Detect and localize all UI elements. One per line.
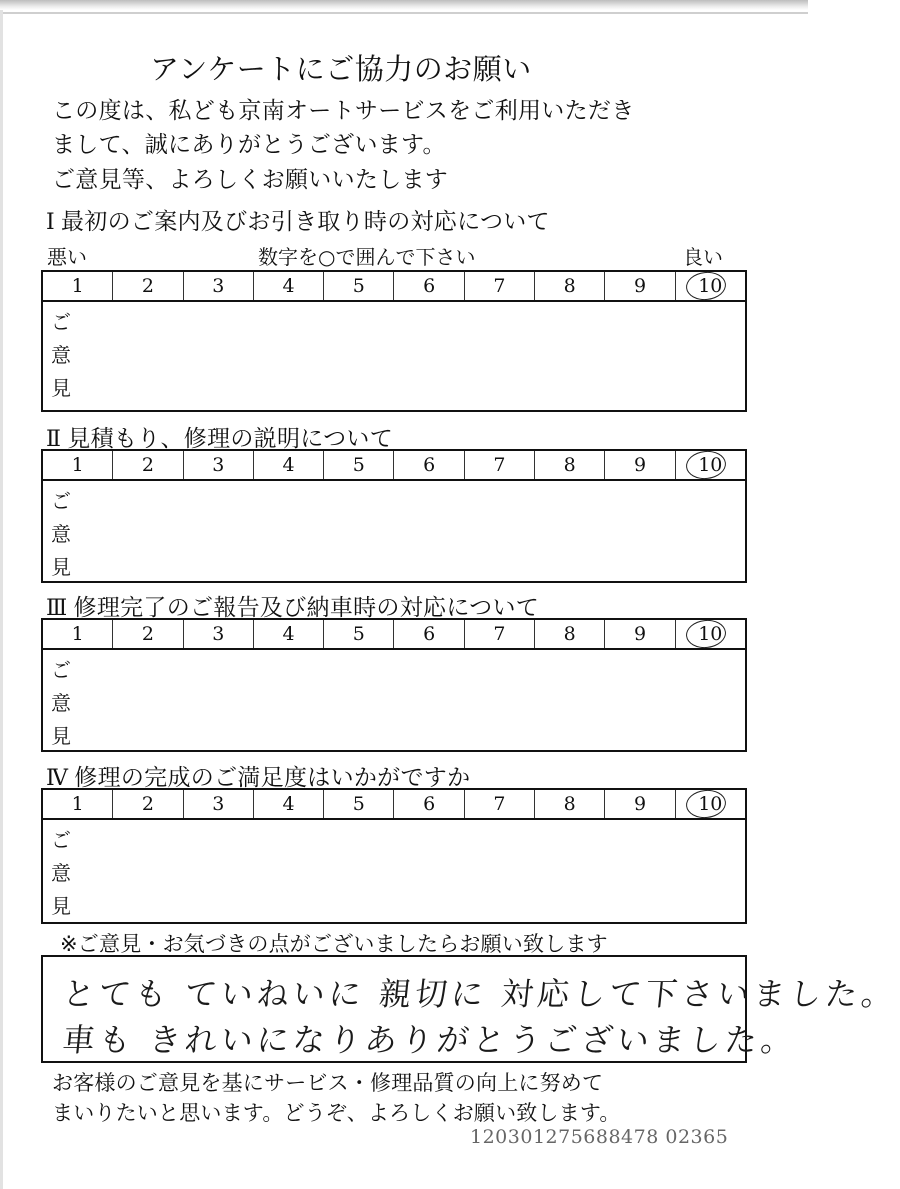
question-1-heading: [46, 203, 550, 236]
question-1-box: [41, 270, 747, 412]
closing-line-1: お客様のご意見を基にサービス・修理品質の向上に努めて: [52, 1071, 604, 1095]
rating-9[interactable]: 9: [604, 620, 674, 648]
rating-10-circled[interactable]: 10: [675, 620, 745, 648]
scale-bad-label: 悪い: [47, 245, 87, 269]
rating-10-circled[interactable]: 10: [675, 790, 745, 818]
question-4-text: 修理の完成のご満足度はいかがですか: [74, 765, 471, 791]
scale-good-label: 良い: [683, 245, 723, 269]
rating-3[interactable]: 3: [183, 451, 253, 479]
handwritten-line-2: 車も きれいになりありがとうございました。: [60, 1021, 799, 1059]
rating-10-circled[interactable]: 10: [675, 451, 745, 479]
opinion-label: ご 意 見: [51, 489, 71, 579]
rating-row: [43, 790, 745, 820]
rating-5[interactable]: 5: [323, 272, 393, 300]
rating-10-circled[interactable]: 10: [675, 272, 745, 300]
scale-instruction: 数字を○で囲んで下さい: [258, 245, 476, 269]
rating-5[interactable]: 5: [323, 790, 393, 818]
question-2-text: 見積もり、修理の説明について: [67, 426, 394, 452]
rating-4[interactable]: 4: [253, 451, 323, 479]
rating-6[interactable]: 6: [393, 790, 463, 818]
rating-5[interactable]: 5: [323, 451, 393, 479]
rating-row: [43, 272, 745, 302]
intro-line-3: ご意見等、よろしくお願いいたします: [52, 167, 449, 193]
rating-6[interactable]: 6: [393, 451, 463, 479]
opinion-label: ご 意 見: [51, 828, 71, 918]
rating-row: [43, 620, 745, 650]
rating-8[interactable]: 8: [534, 790, 604, 818]
rating-2[interactable]: 2: [112, 272, 182, 300]
rating-8[interactable]: 8: [534, 620, 604, 648]
rating-3[interactable]: 3: [183, 620, 253, 648]
rating-9[interactable]: 9: [604, 451, 674, 479]
scan-edge-left: [0, 10, 3, 1189]
intro-line-2: まして、誠にありがとうございます。: [52, 132, 446, 158]
survey-title: アンケートにご協力のお願い: [150, 52, 532, 86]
question-4-box: [41, 788, 747, 924]
rating-3[interactable]: 3: [183, 790, 253, 818]
rating-6[interactable]: 6: [393, 272, 463, 300]
rating-1[interactable]: 1: [71, 275, 84, 297]
rating-row: [43, 451, 745, 481]
rating-4[interactable]: 4: [253, 620, 323, 648]
rating-8[interactable]: 8: [534, 272, 604, 300]
question-4-numeral: Ⅳ: [46, 766, 69, 791]
rating-1[interactable]: 1: [71, 793, 84, 815]
question-3-numeral: Ⅲ: [46, 596, 68, 621]
question-1-numeral: Ⅰ: [46, 210, 55, 235]
rating-5[interactable]: 5: [323, 620, 393, 648]
rating-9[interactable]: 9: [604, 272, 674, 300]
closing-line-2: まいりたいと思います。どうぞ、よろしくお願い致します。: [52, 1101, 621, 1125]
rating-7[interactable]: 7: [464, 620, 534, 648]
handwritten-line-1: とても ていねいに 親切に 対応して下さいました。: [60, 975, 900, 1013]
rating-7[interactable]: 7: [464, 272, 534, 300]
rating-4[interactable]: 4: [253, 272, 323, 300]
opinion-label: ご 意 見: [51, 310, 71, 400]
rating-2[interactable]: 2: [112, 790, 182, 818]
comment-box[interactable]: [41, 955, 900, 1063]
scan-edge-top: [0, 0, 808, 10]
rating-2[interactable]: 2: [112, 451, 182, 479]
question-3-box: [41, 618, 747, 752]
serial-number: 120301275688478 02365: [470, 1126, 729, 1148]
question-2-box: [41, 449, 747, 583]
rating-7[interactable]: 7: [464, 790, 534, 818]
question-2-numeral: Ⅱ: [46, 427, 62, 452]
rating-4[interactable]: 4: [253, 790, 323, 818]
rating-8[interactable]: 8: [534, 451, 604, 479]
question-3-text: 修理完了のご報告及び納車時の対応について: [73, 595, 540, 621]
question-1-text: 最初のご案内及びお引き取り時の対応について: [61, 209, 550, 235]
intro-line-1: この度は、私ども京南オートサービスをご利用いただき: [52, 98, 635, 124]
comment-instruction: ※ご意見・お気づきの点がございましたらお願い致します: [60, 932, 608, 956]
rating-1[interactable]: 1: [71, 454, 84, 476]
opinion-label: ご 意 見: [51, 658, 71, 748]
scan-edge-line: [0, 12, 808, 14]
rating-7[interactable]: 7: [464, 451, 534, 479]
rating-6[interactable]: 6: [393, 620, 463, 648]
rating-1[interactable]: 1: [71, 623, 84, 645]
rating-3[interactable]: 3: [183, 272, 253, 300]
rating-9[interactable]: 9: [604, 790, 674, 818]
rating-2[interactable]: 2: [112, 620, 182, 648]
